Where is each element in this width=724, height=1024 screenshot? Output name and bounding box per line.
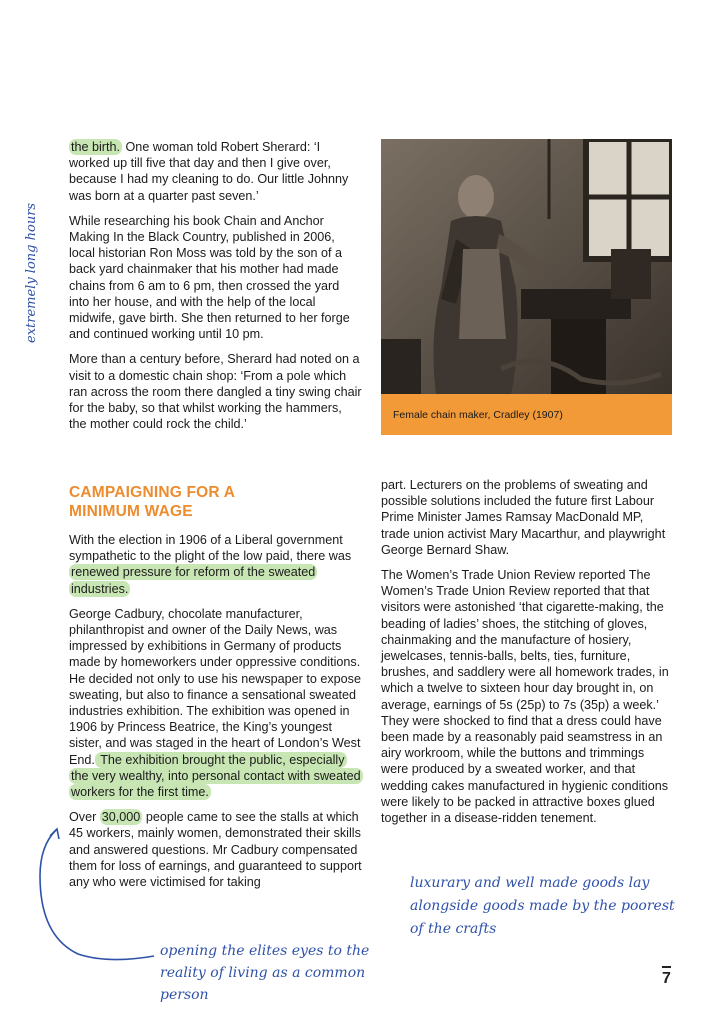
photo-illustration — [381, 139, 672, 394]
paragraph-election — [69, 532, 365, 597]
handwritten-note-right: luxurary and well made goods lay alongside goods made by the poorest of the crafts — [410, 875, 675, 937]
highlight-the-birth: the birth. — [71, 140, 121, 154]
highlight-30000: 30,000 — [101, 810, 141, 825]
section-heading — [69, 483, 365, 521]
paragraph-review: The Women’s Trade Union Review reported The Women’s Trade Union Review reported that that visitors were astonished ‘that cigarette-making, the beading of ladies’ shoes, the stitching of gloves, chainmaking and the manufacture of hosiery, jewelcases, tennis-balls, belts, ties, furniture, brushes, and saddlery were all homework trades, in which a twelve to sixteen hour day brought in, on average, earnings of 5s (25p) to 7s (35p) a week.’ They were shocked to find that a dress could have been made by a reasonably paid seamstress in an airy workroom, while the buttons and trimmings were produced by a sweated worker, and that wedding cakes manufactured in hygienic conditions were likely to be packed in attractive boxes glued together in a disease-ridden tenement. — [381, 568, 669, 826]
handwritten-note-bottom-left: opening the elites eyes to the reality of living as a common person — [160, 943, 370, 1003]
paragraph-birth — [69, 139, 362, 204]
page-number-dash — [662, 966, 671, 968]
heading-line-2: MINIMUM WAGE — [69, 503, 193, 520]
page-number: 7 — [662, 970, 671, 987]
highlight-exhibition: The exhibition brought the public, especially the very wealthy, into personal contact with sweated workers for the first time. — [71, 752, 361, 800]
paragraph-text: With the election in 1906 of a Liberal government sympathetic to the plight of the low paid, there was — [69, 533, 352, 564]
paragraph-text: Over — [69, 810, 100, 825]
heading-line-1: CAMPAIGNING FOR A — [69, 484, 236, 501]
paragraph-ron-moss: While researching his book Chain and Anchor Making In the Black Country, published in 2006, local historian Ron Moss was told by the son of a back yard chainmaker that his mother had made chains from 6 am to 6 pm, then crossed the yard into her house, and with the help of the local midwife, gave birth. She then returned to her forge and continued working until 10 pm. — [69, 213, 350, 342]
photo-caption: Female chain maker, Cradley (1907) — [381, 394, 672, 435]
handwritten-bracket-arrow — [28, 826, 168, 966]
highlight-renewed-pressure: renewed pressure for reform of the sweated industries. — [71, 565, 316, 596]
paragraph-text: people came to see the stalls at which 45 workers, mainly women, demonstrated their skills and answered questions. Mr Cadbury compensated them for loss of earnings, and guaranteed to support any who were victimised for taking — [69, 810, 362, 890]
paragraph-swing-chair: More than a century before, Sherard had noted on a visit to a domestic chain shop: ‘From a pole which ran across the room there dangled a tiny swing chair for the baby, so that whilst working the hammers, the mother could rock the child.’ — [69, 352, 362, 432]
paragraph-text: One woman told Robert Sherard: ‘I worked up till five that day and then I give over, because I had my cleaning to do. Our little Johnny was born at a quarter past seven.’ — [69, 140, 349, 203]
paragraph-lecturers: part. Lecturers on the problems of sweating and possible solutions included the future first Labour Prime Minister James Ramsay MacDonald MP, trade union activist Mary Macarthur, and playwright George Bernard Shaw. — [381, 478, 666, 557]
paragraph-text: George Cadbury, chocolate manufacturer, philanthropist and owner of the Daily News, was impressed by exhibitions in Germany of products made by homeworkers under oppressive conditions. He decided not only to use his newspaper to expose sweating, but also to finance a sensational sweated industries exhibition. The exhibition was opened in 1906 by Princess Beatrice, the King’s youngest sister, and was staged in the heart of London’s West End. — [69, 606, 361, 767]
chain-maker-photo — [381, 139, 672, 394]
left-column-top — [69, 139, 362, 441]
right-column-bottom — [381, 477, 673, 835]
handwritten-note-vertical: extremely long hours — [24, 202, 39, 343]
paragraph-cadbury — [69, 606, 365, 800]
